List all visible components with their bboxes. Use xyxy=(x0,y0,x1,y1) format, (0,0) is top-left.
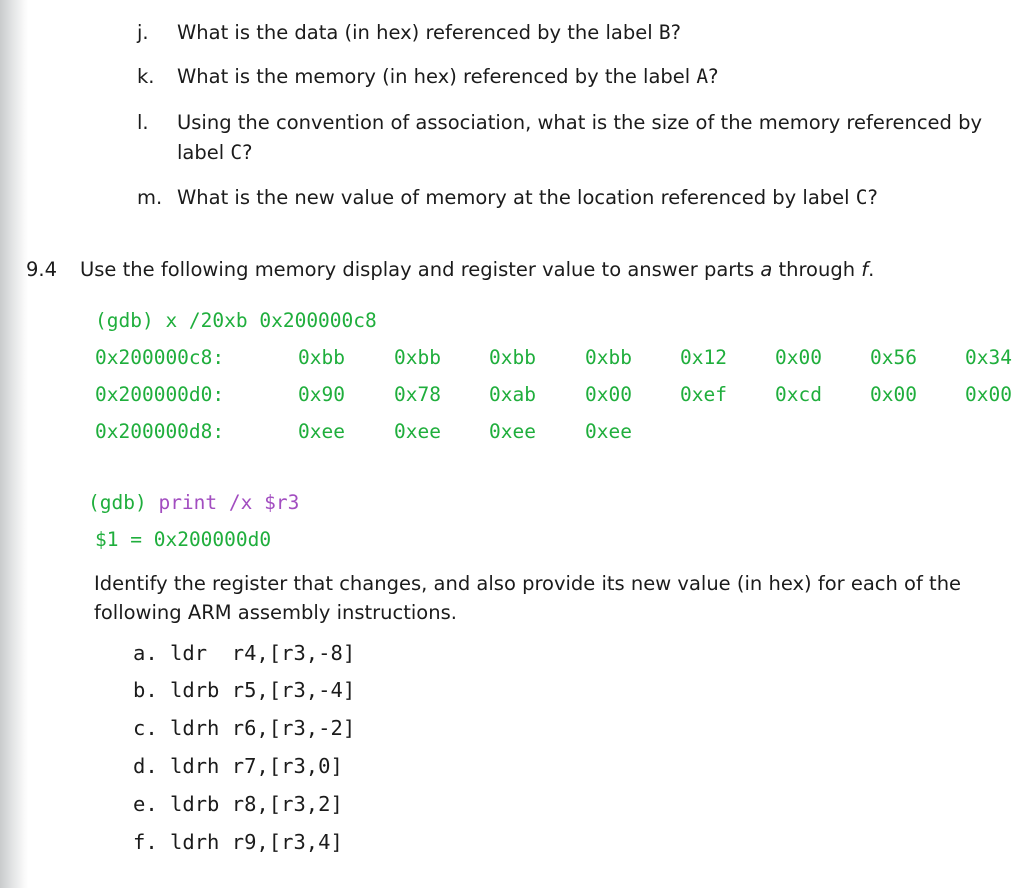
gdb-prompt: (gdb) xyxy=(88,491,159,514)
instruction-args: r6,[r3,-2] xyxy=(231,716,356,740)
memory-address: 0x200000d0: xyxy=(95,383,225,406)
memory-byte: 0x56 xyxy=(870,346,917,369)
problem-number: 9.4 xyxy=(26,258,58,281)
instruction-op: ldr xyxy=(170,641,220,665)
problem-intro-text: Use the following memory display and register value to answer parts xyxy=(80,258,761,281)
instruction-op: ldrb xyxy=(170,678,220,702)
instructions-line1: Identify the register that changes, and also provide its new value (in hex) for each of the xyxy=(94,572,962,595)
question-l-line1: Using the convention of association, what is the size of the memory referenced by xyxy=(177,111,983,134)
result-value: 0x200000d0 xyxy=(153,528,272,551)
instruction-op: ldrh xyxy=(170,754,220,778)
gdb-print-command xyxy=(88,491,299,514)
memory-byte: 0xbb xyxy=(489,346,536,369)
memory-byte: 0xee xyxy=(489,420,536,443)
register-result xyxy=(95,528,271,551)
question-l-label: C xyxy=(230,141,243,164)
memory-byte: 0x34 xyxy=(965,346,1012,369)
question-j xyxy=(177,21,681,44)
instruction-letter: c. xyxy=(133,716,158,740)
instruction-args: r7,[r3,0] xyxy=(231,754,343,778)
page-edge-shadow xyxy=(0,0,28,888)
memory-byte: 0xcd xyxy=(775,383,822,406)
question-l-letter: l. xyxy=(137,111,149,134)
question-l-line2 xyxy=(177,141,252,164)
instruction-c xyxy=(133,716,355,740)
memory-address: 0x200000d8: xyxy=(95,420,225,443)
memory-byte: 0x00 xyxy=(870,383,917,406)
memory-byte: 0xbb xyxy=(585,346,632,369)
instruction-e xyxy=(133,792,343,816)
question-j-end: ? xyxy=(670,21,681,44)
instruction-args: r9,[r3,4] xyxy=(231,830,343,854)
memory-byte: 0xbb xyxy=(298,346,345,369)
memory-byte: 0x00 xyxy=(965,383,1012,406)
gdb-x-command: (gdb) x /20xb 0x200000c8 xyxy=(95,309,377,332)
memory-byte: 0x78 xyxy=(394,383,441,406)
problem-intro-mid: through xyxy=(772,258,862,281)
memory-byte: 0xee xyxy=(298,420,345,443)
problem-intro xyxy=(80,258,874,281)
memory-byte: 0x90 xyxy=(298,383,345,406)
instruction-letter: d. xyxy=(133,754,158,778)
question-k-text: What is the memory (in hex) referenced by the label xyxy=(177,65,697,88)
instruction-b xyxy=(133,678,355,702)
instruction-a xyxy=(133,641,355,665)
instruction-letter: f. xyxy=(133,830,158,854)
memory-byte: 0xee xyxy=(585,420,632,443)
memory-row xyxy=(95,383,1024,409)
question-k-label: A xyxy=(696,65,709,88)
memory-byte: 0x00 xyxy=(585,383,632,406)
instruction-args: r4,[r3,-8] xyxy=(231,641,356,665)
problem-intro-f: f xyxy=(861,258,869,281)
instructions-line2: following ARM assembly instructions. xyxy=(94,601,457,624)
instruction-op: ldrh xyxy=(170,716,220,740)
instruction-f xyxy=(133,830,343,854)
question-m-text: What is the new value of memory at the location referenced by label xyxy=(177,186,856,209)
question-m-end: ? xyxy=(867,186,878,209)
result-var: $1 xyxy=(95,528,119,551)
question-m-letter: m. xyxy=(137,186,163,209)
question-k-letter: k. xyxy=(137,65,155,88)
question-k-end: ? xyxy=(708,65,719,88)
memory-byte: 0xab xyxy=(489,383,536,406)
instruction-letter: e. xyxy=(133,792,158,816)
question-k xyxy=(177,65,719,88)
memory-byte: 0xef xyxy=(680,383,727,406)
question-l-end: ? xyxy=(242,141,253,164)
instruction-op: ldrb xyxy=(170,792,220,816)
result-eq: = xyxy=(118,528,154,551)
question-j-letter: j. xyxy=(137,21,149,44)
memory-row xyxy=(95,346,1024,372)
problem-intro-a: a xyxy=(760,258,773,281)
memory-row xyxy=(95,420,1024,446)
question-m xyxy=(177,186,878,209)
memory-byte: 0x00 xyxy=(775,346,822,369)
memory-byte: 0xee xyxy=(394,420,441,443)
instruction-letter: a. xyxy=(133,641,158,665)
memory-address: 0x200000c8: xyxy=(95,346,225,369)
instruction-args: r8,[r3,2] xyxy=(231,792,343,816)
problem-intro-end: . xyxy=(868,258,875,281)
question-m-label: C xyxy=(855,186,868,209)
instruction-args: r5,[r3,-4] xyxy=(231,678,356,702)
instruction-d xyxy=(133,754,343,778)
memory-byte: 0xbb xyxy=(394,346,441,369)
question-j-label: B xyxy=(658,21,671,44)
memory-byte: 0x12 xyxy=(680,346,727,369)
instruction-letter: b. xyxy=(133,678,158,702)
question-j-text: What is the data (in hex) referenced by the label xyxy=(177,21,659,44)
question-l-line2-text: label xyxy=(177,141,231,164)
print-command: print /x $r3 xyxy=(158,491,300,514)
instruction-op: ldrh xyxy=(170,830,220,854)
